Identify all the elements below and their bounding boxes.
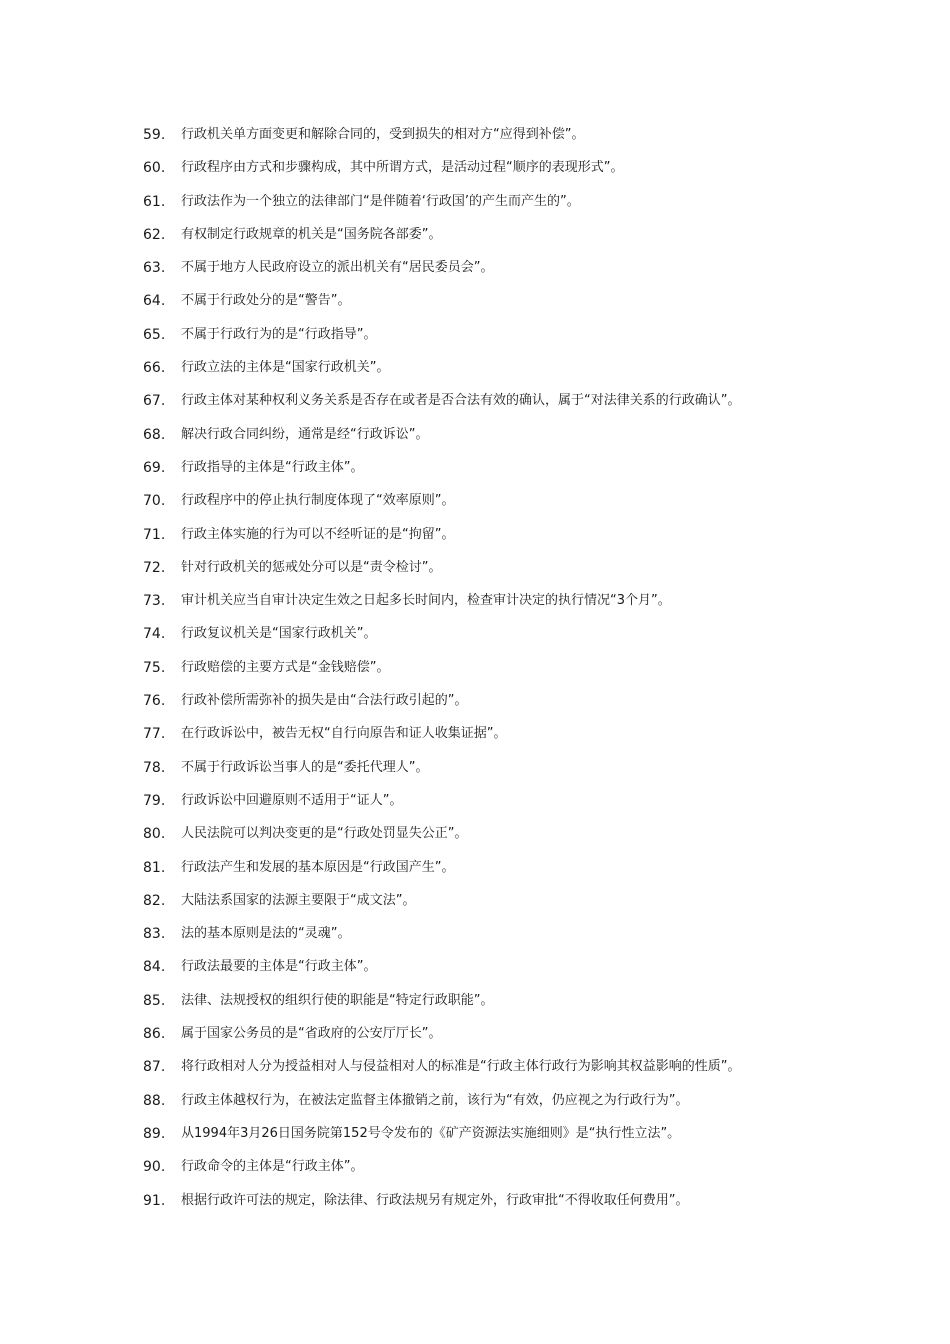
item-number: 59. [143, 127, 166, 143]
list-item [0, 624, 950, 657]
item-number: 63. [143, 260, 166, 277]
list-item [0, 791, 950, 824]
list-item [0, 891, 950, 924]
item-number: 88. [143, 1092, 166, 1109]
list-item [0, 192, 950, 225]
item-number: 89. [143, 1125, 166, 1142]
item-number: 64. [143, 293, 166, 310]
item-text: 行政法产生和发展的基本原因是“行政国产生”。 [181, 859, 455, 875]
item-text: 行政程序由方式和步骤构成，其中所谓方式，是活动过程“顺序的表现形式”。 [181, 160, 624, 176]
item-number: 72. [143, 559, 166, 576]
item-number: 77. [143, 726, 166, 743]
list-item [0, 957, 950, 990]
item-text: 行政复议机关是“国家行政机关”。 [181, 626, 377, 642]
item-number: 71. [143, 526, 166, 543]
item-text: 行政命令的主体是“行政主体”。 [181, 1159, 364, 1175]
list-item [0, 858, 950, 891]
item-text: 从1994年3月26日国务院第152号令发布的《矿产资源法实施细则》是“执行性立法”。 [181, 1125, 681, 1141]
item-number: 61. [143, 193, 166, 210]
item-text: 属于国家公务员的是“省政府的公安厅厅长”。 [181, 1026, 442, 1042]
item-text: 行政主体实施的行为可以不经听证的是“拘留”。 [181, 526, 455, 542]
list-item [0, 325, 950, 358]
item-number: 62. [143, 226, 166, 243]
list-item [0, 1157, 950, 1190]
list-item [0, 391, 950, 424]
item-text: 审计机关应当自审计决定生效之日起多长时间内，检查审计决定的执行情况“3个月”。 [181, 593, 671, 609]
list-item [0, 458, 950, 491]
item-text: 行政程序中的停止执行制度体现了“效率原则”。 [181, 493, 455, 509]
item-number: 67. [143, 393, 166, 410]
list-item [0, 125, 950, 158]
item-text: 法律、法规授权的组织行使的职能是“特定行政职能”。 [181, 992, 494, 1008]
item-number: 73. [143, 593, 166, 610]
item-number: 82. [143, 892, 166, 909]
item-text: 解决行政合同纠纷，通常是经“行政诉讼”。 [181, 426, 429, 442]
list-item [0, 425, 950, 458]
item-number: 78. [143, 759, 166, 776]
item-number: 81. [143, 859, 166, 876]
item-number: 66. [143, 360, 166, 377]
list-item [0, 1091, 950, 1124]
item-text: 行政法最要的主体是“行政主体”。 [181, 959, 377, 975]
item-number: 74. [143, 626, 166, 643]
list-item [0, 824, 950, 857]
item-text: 有权制定行政规章的机关是“国务院各部委”。 [181, 226, 442, 242]
item-number: 91. [143, 1192, 166, 1209]
list-item [0, 658, 950, 691]
item-number: 79. [143, 792, 166, 809]
item-text: 行政赔偿的主要方式是“金钱赔偿”。 [181, 659, 390, 675]
item-number: 70. [143, 493, 166, 510]
item-text: 针对行政机关的惩戒处分可以是“责令检讨”。 [181, 559, 442, 575]
list-item [0, 1057, 950, 1090]
item-number: 60. [143, 160, 166, 177]
item-number: 69. [143, 459, 166, 476]
item-text: 行政法作为一个独立的法律部门“是伴随着‘行政国’的产生而产生的”。 [181, 193, 580, 209]
list-item [0, 691, 950, 724]
item-number: 76. [143, 693, 166, 710]
item-text: 行政机关单方面变更和解除合同的，受到损失的相对方“应得到补偿”。 [181, 127, 585, 142]
item-text: 行政指导的主体是“行政主体”。 [181, 459, 364, 475]
list-item [0, 258, 950, 291]
item-text: 不属于行政行为的是“行政指导”。 [181, 326, 377, 342]
item-text: 行政诉讼中回避原则不适用于“证人”。 [181, 792, 403, 808]
list-item [0, 358, 950, 391]
item-text: 法的基本原则是法的“灵魂”。 [181, 926, 351, 942]
list-item [0, 1191, 950, 1224]
item-text: 大陆法系国家的法源主要限于“成文法”。 [181, 892, 416, 908]
item-text: 行政补偿所需弥补的损失是由“合法行政引起的”。 [181, 693, 468, 709]
list-item [0, 591, 950, 624]
item-text: 不属于行政处分的是“警告”。 [181, 293, 351, 309]
list-item [0, 491, 950, 524]
item-text: 行政主体越权行为，在被法定监督主体撤销之前，该行为“有效，仍应视之为行政行为”。 [181, 1092, 689, 1108]
item-text: 不属于行政诉讼当事人的是“委托代理人”。 [181, 759, 429, 775]
list-item [0, 225, 950, 258]
list-item [0, 924, 950, 957]
item-number: 65. [143, 326, 166, 343]
item-text: 根据行政许可法的规定，除法律、行政法规另有规定外，行政审批“不得收取任何费用”。 [181, 1192, 689, 1208]
list-item [0, 758, 950, 791]
item-number: 86. [143, 1026, 166, 1043]
item-text: 人民法院可以判决变更的是“行政处罚显失公正”。 [181, 826, 468, 842]
item-text: 行政立法的主体是“国家行政机关”。 [181, 360, 390, 376]
item-number: 85. [143, 992, 166, 1009]
list-item [0, 724, 950, 757]
numbered-list [0, 125, 950, 1224]
item-number: 75. [143, 659, 166, 676]
list-item [0, 1124, 950, 1157]
list-item [0, 291, 950, 324]
item-text: 行政主体对某种权利义务关系是否存在或者是否合法有效的确认，属于“对法律关系的行政确认”。 [181, 393, 741, 409]
item-number: 90. [143, 1159, 166, 1176]
item-number: 87. [143, 1059, 166, 1076]
item-text: 不属于地方人民政府设立的派出机关有“居民委员会”。 [181, 260, 494, 276]
list-item [0, 525, 950, 558]
item-number: 84. [143, 959, 166, 976]
item-number: 83. [143, 926, 166, 943]
list-item [0, 558, 950, 591]
item-number: 68. [143, 426, 166, 443]
list-item [0, 1024, 950, 1057]
item-text: 将行政相对人分为授益相对人与侵益相对人的标准是“行政主体行政行为影响其权益影响的性质”。 [181, 1059, 741, 1075]
item-number: 80. [143, 826, 166, 843]
list-item [0, 158, 950, 191]
item-text: 在行政诉讼中，被告无权“自行向原告和证人收集证据”。 [181, 726, 507, 742]
list-item [0, 991, 950, 1024]
